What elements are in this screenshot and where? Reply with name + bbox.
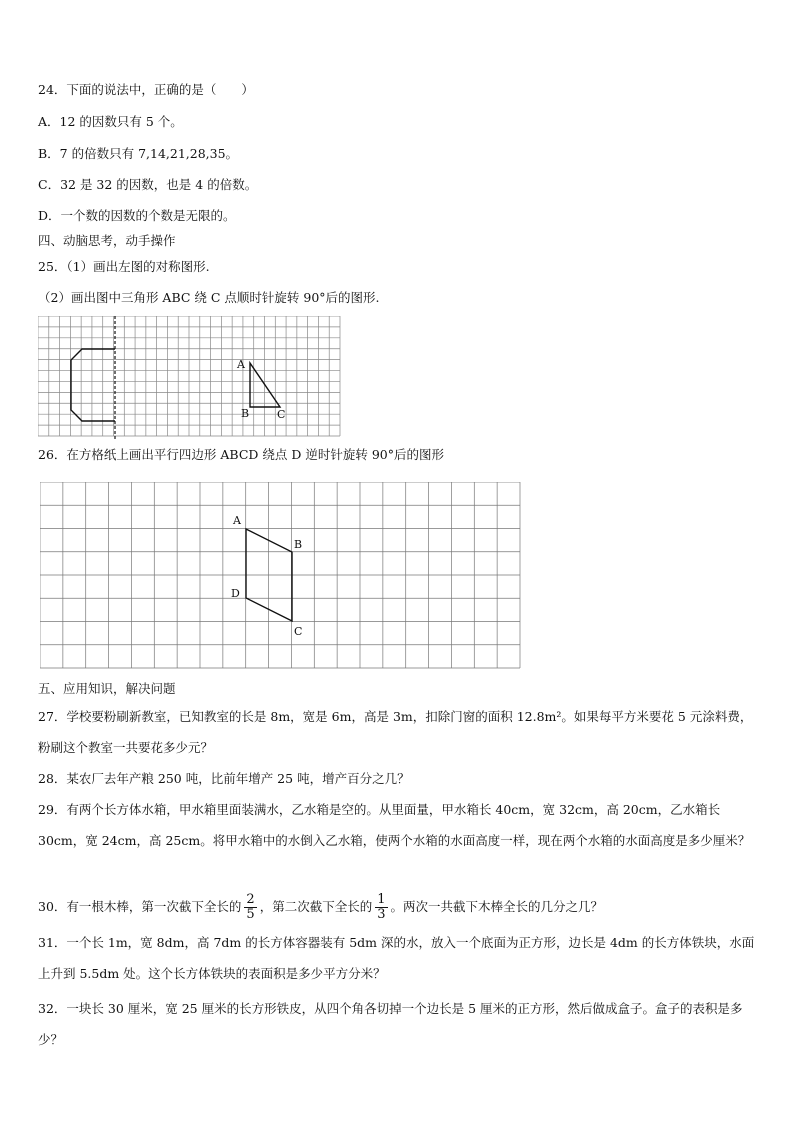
q30-fraction-2-denominator: 3 bbox=[377, 907, 386, 922]
q26-label-b: B bbox=[294, 538, 303, 551]
q25-grid-figure bbox=[38, 316, 344, 440]
q30-text bbox=[38, 888, 603, 926]
q32-text: 32．一块长 30 厘米，宽 25 厘米的长方形铁皮，从四个角各切掉一个边长是 5 厘米的正方形，然后做成盒子。盒子的表积是多少？ bbox=[38, 1001, 743, 1047]
q25-label-c: C bbox=[277, 408, 286, 421]
q30-fraction-1-denominator: 5 bbox=[246, 907, 255, 922]
q25-label-a: A bbox=[237, 358, 245, 371]
section-4-heading: 四、动脑思考，动手操作 bbox=[38, 233, 176, 248]
q25-part1: 25．（1）画出左图的对称图形. bbox=[38, 259, 210, 274]
q24-option-c: C．32 是 32 的因数，也是 4 的倍数。 bbox=[38, 177, 258, 192]
q24-option-d: D．一个数的因数的个数是无限的。 bbox=[38, 208, 236, 223]
q26-label-d: D bbox=[231, 587, 240, 600]
q25-grid bbox=[38, 316, 340, 436]
q25-label-b: B bbox=[241, 407, 250, 420]
q26-label-a: A bbox=[233, 514, 241, 527]
q26-label-c: C bbox=[294, 625, 303, 638]
q25-part2: （2）画出图中三角形 ABC 绕 C 点顺时针旋转 90°后的图形. bbox=[38, 290, 380, 305]
q31-text: 31．一个长 1m，宽 8dm，高 7dm 的长方体容器装有 5dm 深的水，放入一个底面为正方形，边长是 4dm 的长方体铁块，水面上升到 5.5dm 处。这个长方体铁块的表面积是多少平方分米？ bbox=[38, 935, 755, 981]
q30-part3: 。两次一共截下木棒全长的几分之几？ bbox=[390, 899, 604, 914]
q26-stem: 26．在方格纸上画出平行四边形 ABCD 绕点 D 逆时针旋转 90°后的图形 bbox=[38, 447, 444, 462]
q24-option-a: A．12 的因数只有 5 个。 bbox=[38, 114, 183, 129]
q24-option-b: B．7 的倍数只有 7,14,21,28,35。 bbox=[38, 146, 239, 161]
q30-part2: ，第二次截下全长的 bbox=[259, 899, 373, 914]
q28-text: 28．某农厂去年产粮 250 吨，比前年增产 25 吨，增产百分之几？ bbox=[38, 771, 410, 786]
q30-fraction-1 bbox=[244, 893, 256, 922]
section-5-heading: 五、应用知识，解决问题 bbox=[38, 681, 176, 696]
q24-stem: 24．下面的说法中，正确的是（ ） bbox=[38, 82, 254, 97]
q30-fraction-2-numerator: 1 bbox=[377, 892, 386, 907]
q30-fraction-2 bbox=[375, 893, 387, 922]
q26-grid-figure bbox=[40, 482, 522, 670]
q29-text: 29．有两个长方体水箱，甲水箱里面装满水，乙水箱是空的。从里面量，甲水箱长 40cm，宽 32cm，高 20cm，乙水箱长 30cm，宽 24cm，高 25cm。将甲水箱中的水倒入乙水箱，使两个水箱的水面高度一样，现在两个水箱的水面高度是多少厘米？ bbox=[38, 802, 751, 848]
q26-grid bbox=[40, 482, 520, 668]
q27-text: 27．学校要粉刷新教室，已知教室的长是 8m，宽是 6m，高是 3m，扣除门窗的面积 12.8m²。如果每平方米要花 5 元涂料费，粉刷这个教室一共要花多少元？ bbox=[38, 709, 753, 755]
q30-fraction-1-numerator: 2 bbox=[246, 892, 255, 907]
q30-part1: 30．有一根木棒，第一次截下全长的 bbox=[38, 899, 242, 914]
